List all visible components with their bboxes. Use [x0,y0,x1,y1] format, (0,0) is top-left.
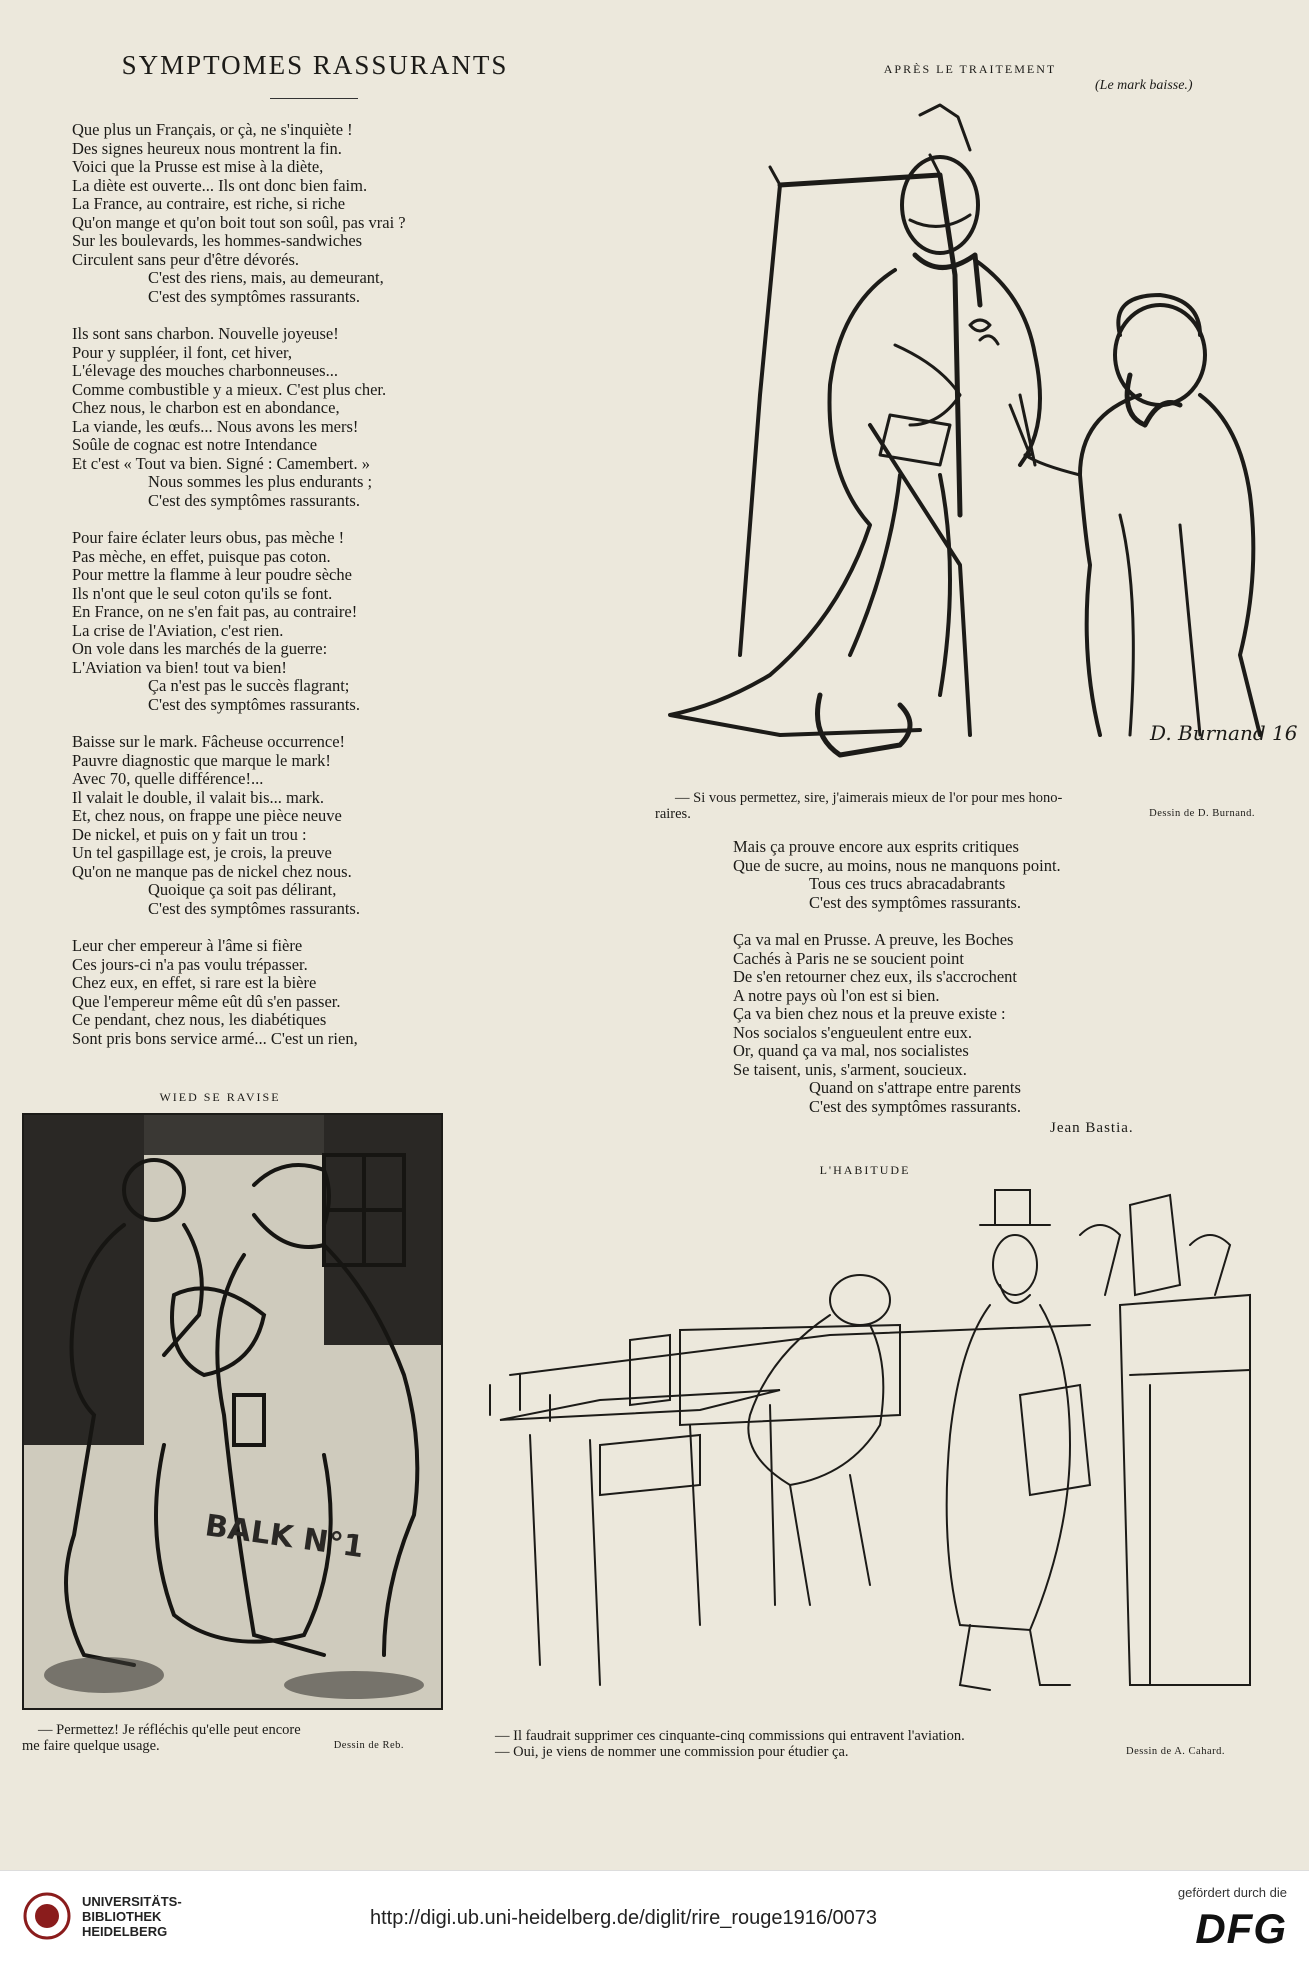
poem-line: Et c'est « Tout va bien. Signé : Camembert. » [72,453,370,473]
poem-line: C'est des symptômes rassurants. [809,1096,1021,1116]
poem-line: L'élevage des mouches charbonneuses... [72,361,338,380]
title-ornament [270,96,358,99]
poem-column-left [72,121,406,1048]
cartoon-left-caption [22,1722,442,1754]
stanza-gap [72,306,406,325]
cartoon-left-caption-line2: me faire quelque usage. [22,1738,160,1754]
cartoon-top-credit: Dessin de D. Burnand. [1149,808,1255,819]
poem-line: Leur cher empereur à l'âme si fière [72,936,303,955]
poem-line: On vole dans les marchés de la guerre: [72,639,328,658]
poem-line: Comme combustible y a mieux. C'est plus cher. [72,379,387,399]
poem-line: Pour mettre la flamme à leur poudre sèche [72,565,352,584]
poem-line: C'est des symptômes rassurants. [148,286,360,306]
poem-line: Qu'on ne manque pas de nickel chez nous. [72,861,352,881]
poem-line: Tous ces trucs abracadabrants [809,874,1006,893]
poem-line: Que plus un Français, or çà, ne s'inquiète ! [72,120,353,139]
cartoon-left-credit: Dessin de Reb. [333,1740,404,1751]
poem-line: Ces jours-ci n'a pas voulu trépasser. [72,954,308,974]
poem-line: Soûle de cognac est notre Intendance [72,435,318,454]
poem-line: De s'en retourner chez eux, ils s'accrochent [733,967,1018,986]
cartoon-right-heading: L'HABITUDE [819,1163,911,1177]
poem-line: Sont pris bons service armé... C'est un rien, [72,1028,358,1048]
poem-line: Or, quand ça va mal, nos socialistes [733,1041,969,1060]
poem-line: Ça va bien chez nous et la preuve existe : [733,1004,1006,1023]
funding-note: gefördert durch die [1177,1885,1287,1900]
poem-line: Quoique ça soit pas délirant, [148,880,337,899]
cartoon-top-signature: D. Burnand 16 [1150,721,1298,745]
stanza-gap [72,510,406,529]
cartoon-left-caption-line1: — Permettez! Je réfléchis qu'elle peut encore [38,1722,301,1738]
poem-line: Pour y suppléer, il font, cet hiver, [72,342,293,362]
poem-line: La viande, les œufs... Nous avons les mers! [72,416,359,436]
cartoon-left-heading: WIED SE RAVISE [159,1090,281,1104]
poem-line: Ce pendant, chez nous, les diabétiques [72,1010,327,1029]
library-name-line3: HEIDELBERG [82,1923,168,1939]
cartoon-top-heading: APRÈS LE TRAITEMENT [883,62,1057,76]
poem-line: Cachés à Paris ne se soucient point [733,948,964,968]
cartoon-office-scene [470,1185,1270,1710]
poem-line: A notre pays où l'on est si bien. [733,985,940,1005]
stanza-gap [72,918,406,937]
poem-line: Il valait le double, il valait bis... mark. [72,787,325,807]
poem-line: L'Aviation va bien! tout va bien! [72,657,287,677]
poem-line: Se taisent, unis, s'arment, soucieux. [733,1059,967,1079]
university-seal-icon [22,1891,72,1941]
poem-line: Pour faire éclater leurs obus, pas mèche ! [72,528,345,547]
cartoon-top-caption [655,790,1275,822]
cartoon-top-caption-line1: — Si vous permettez, sire, j'aimerais mieux de l'or pour mes hono- [675,790,1063,806]
library-logo [22,1891,182,1941]
cartoon-right-caption [495,1728,1275,1760]
poem-line: C'est des symptômes rassurants. [148,694,360,714]
poem-line: La diète est ouverte... Ils ont donc bien faim. [72,175,368,195]
poem-line: La France, au contraire, est riche, si riche [72,194,346,213]
viewer-footer [0,1870,1309,1964]
poem-line: C'est des symptômes rassurants. [148,898,360,918]
poem-line: La crise de l'Aviation, c'est rien. [72,620,284,640]
poem-line: Nous sommes les plus endurants ; [148,472,373,491]
poem-line: Que de sucre, au moins, nous ne manquons point. [733,855,1061,875]
poem-line: Ça va mal en Prusse. A preuve, les Boches [733,930,1014,949]
library-name-line2: BIBLIOTHEK [82,1908,162,1924]
stanza-gap [733,912,1061,931]
poem-line: Baisse sur le mark. Fâcheuse occurrence! [72,732,346,751]
poem-line: Ça n'est pas le succès flagrant; [148,676,350,695]
poem-line: C'est des riens, mais, au demeurant, [148,268,384,287]
poem-line: Chez eux, en effet, si rare est la bière [72,973,317,992]
poem-title: SYMPTOMES RASSURANTS [121,50,509,80]
cartoon-top-caption-line2: raires. [655,806,691,822]
poem-line: Mais ça prouve encore aux esprits critiques [733,837,1019,856]
poem-line: C'est des symptômes rassurants. [148,490,360,510]
poem-author: Jean Bastia. [1050,1120,1134,1136]
stanza-gap [72,714,406,733]
poem-line: Et, chez nous, on frappe une pièce neuve [72,806,342,825]
poem-line: Pas mèche, en effet, puisque pas coton. [72,546,331,566]
cartoon-right-credit: Dessin de A. Cahard. [1126,1746,1225,1757]
poem-line: Ils n'ont que le seul coton qu'ils se font. [72,583,333,603]
poem-line: En France, on ne s'en fait pas, au contraire! [72,602,358,621]
poem-line: Avec 70, quelle différence!... [72,769,264,788]
permalink-url[interactable]: http://digi.ub.uni-heidelberg.de/diglit/rire_rouge1916/0073 [370,1907,878,1929]
poem-line: Sur les boulevards, les hommes-sandwiches [72,231,363,250]
poem-line: Qu'on mange et qu'on boit tout son soûl, pas vrai ? [72,212,406,232]
poem-line: Voici que la Prusse est mise à la diète, [72,157,324,176]
dfg-logo: DFG [1195,1905,1287,1952]
poem-line: Circulent sans peur d'être dévorés. [72,249,300,269]
poem-line: De nickel, et puis on y fait un trou : [72,824,307,844]
poem-line: Ils sont sans charbon. Nouvelle joyeuse! [72,324,339,343]
cartoon-doctor-and-kaiser [640,95,1298,775]
poem-line: C'est des symptômes rassurants. [809,892,1021,912]
poem-line: Quand on s'attrape entre parents [809,1078,1021,1097]
poem-line: Nos socialos s'engueulent entre eux. [733,1022,972,1042]
poem-line: Chez nous, le charbon est en abondance, [72,398,340,417]
library-name-line1: UNIVERSITÄTS- [82,1893,182,1909]
cartoon-right-caption-line1: — Il faudrait supprimer ces cinquante-cinq commissions qui entravent l'aviation. [495,1728,965,1744]
poem-line: Des signes heureux nous montrent la fin. [72,138,342,158]
poem-line: Pauvre diagnostic que marque le mark! [72,750,331,770]
cartoon-left-sack-text: BALK N°1 [202,1508,367,1566]
poem-line: Un tel gaspillage est, je crois, la preuve [72,843,332,862]
poem-line: Que l'empereur même eût dû s'en passer. [72,991,341,1011]
poem-column-right [733,838,1061,1116]
cartoon-top-subheading: (Le mark baisse.) [1095,78,1193,93]
cartoon-right-caption-line2: — Oui, je viens de nommer une commission pour étudier ça. [495,1744,849,1760]
cartoon-wied-and-kaiser [22,1113,443,1710]
